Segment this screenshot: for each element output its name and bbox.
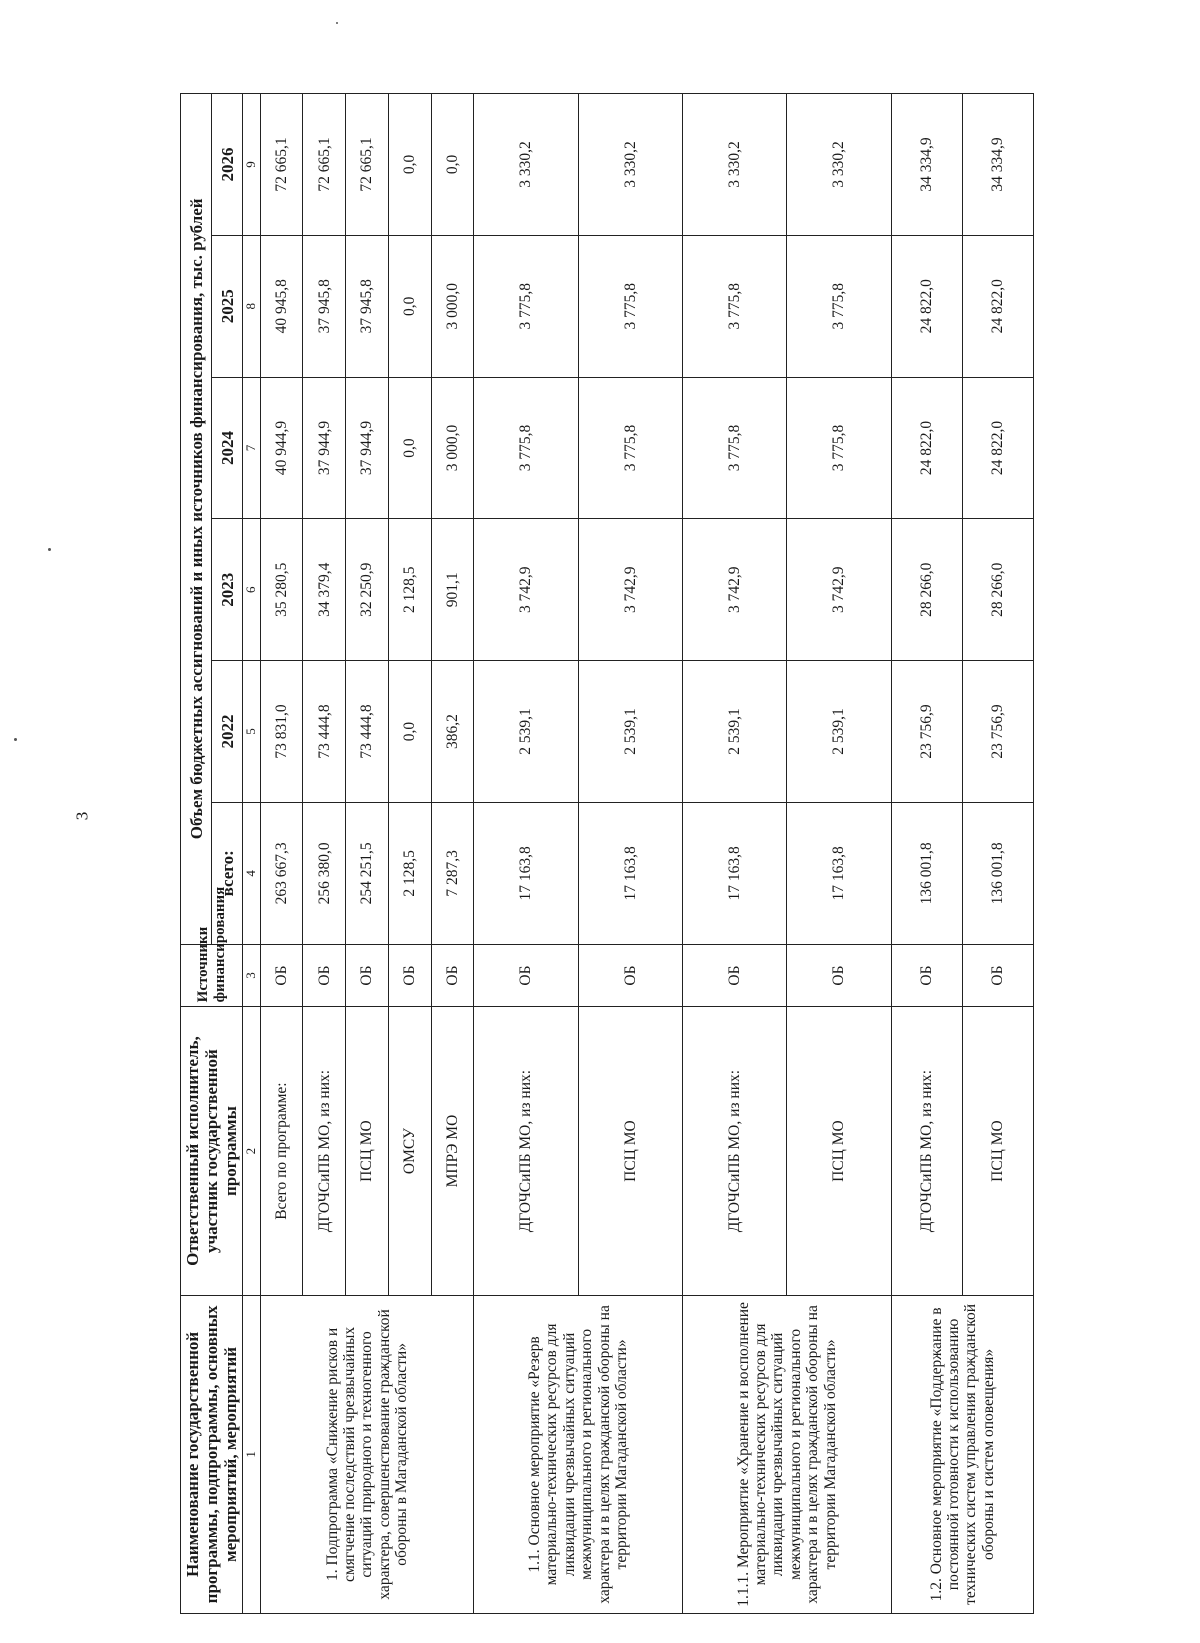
source-cell: ОБ <box>962 944 1033 1007</box>
amount-cell: 3 742,9 <box>578 519 682 661</box>
amount-cell: 17 163,8 <box>787 802 891 944</box>
column-number: 5 <box>243 661 261 803</box>
header-year: 2026 <box>212 94 243 236</box>
column-number-row <box>243 94 261 1614</box>
executor-cell: ПСЦ МО <box>578 1007 682 1296</box>
program-name-cell: 1. Подпрограмма «Снижение рисков и смягчение последствий чрезвычайных ситуаций природного и техногенного характера, совершенствование гражданской обороны в Магаданской области» <box>260 1295 474 1613</box>
rotated-table-container <box>180 93 1020 1614</box>
amount-cell: 24 822,0 <box>891 235 962 377</box>
executor-cell: ДГОЧСиПБ МО, из них: <box>474 1007 578 1296</box>
scan-speck <box>14 738 17 741</box>
amount-cell: 7 287,3 <box>431 802 474 944</box>
executor-cell: Всего по программе: <box>260 1007 303 1296</box>
header-year: 2024 <box>212 377 243 519</box>
amount-cell: 256 380,0 <box>303 802 346 944</box>
amount-cell: 34 334,9 <box>891 94 962 236</box>
table-row <box>682 94 786 1614</box>
amount-cell: 3 000,0 <box>431 377 474 519</box>
header-year: всего: <box>212 802 243 944</box>
column-number: 3 <box>243 944 261 1007</box>
amount-cell: 40 944,9 <box>260 377 303 519</box>
amount-cell: 0,0 <box>388 377 431 519</box>
table-row <box>260 94 303 1614</box>
source-cell: ОБ <box>787 944 891 1007</box>
amount-cell: 37 944,9 <box>346 377 389 519</box>
amount-cell: 72 665,1 <box>303 94 346 236</box>
amount-cell: 40 945,8 <box>260 235 303 377</box>
amount-cell: 3 775,8 <box>578 377 682 519</box>
source-cell: ОБ <box>682 944 786 1007</box>
header-executor: Ответственный исполнитель, участник государственной программы <box>181 1007 243 1296</box>
amount-cell: 2 539,1 <box>578 661 682 803</box>
amount-cell: 3 330,2 <box>578 94 682 236</box>
amount-cell: 3 000,0 <box>431 235 474 377</box>
header-volume: Объем бюджетных ассигнований и иных источников финансирования, тыс. рублей <box>181 94 212 945</box>
amount-cell: 2 539,1 <box>682 661 786 803</box>
source-cell: ОБ <box>260 944 303 1007</box>
source-cell: ОБ <box>388 944 431 1007</box>
program-name-cell: 1.1.1. Мероприятие «Хранение и восполнение материально-технических ресурсов для ликвидации чрезвычайных ситуаций межмуниципального и регионального характера и в целях гражданской обороны на территории Магаданской области» <box>682 1295 891 1613</box>
amount-cell: 0,0 <box>388 94 431 236</box>
header-year: 2023 <box>212 519 243 661</box>
amount-cell: 0,0 <box>388 235 431 377</box>
amount-cell: 37 944,9 <box>303 377 346 519</box>
amount-cell: 2 128,5 <box>388 519 431 661</box>
executor-cell: ОМСУ <box>388 1007 431 1296</box>
amount-cell: 37 945,8 <box>346 235 389 377</box>
source-cell: ОБ <box>474 944 578 1007</box>
source-cell: ОБ <box>578 944 682 1007</box>
executor-cell: ПСЦ МО <box>346 1007 389 1296</box>
amount-cell: 23 756,9 <box>891 661 962 803</box>
amount-cell: 3 742,9 <box>787 519 891 661</box>
table-body <box>260 94 1033 1614</box>
column-number: 4 <box>243 802 261 944</box>
amount-cell: 73 831,0 <box>260 661 303 803</box>
amount-cell: 3 330,2 <box>787 94 891 236</box>
program-name-cell: 1.1. Основное мероприятие «Резерв материально-технических ресурсов для ликвидации чрезвычайных ситуаций межмуниципального и регионального характера и в целях гражданской обороны на территории Магаданской области» <box>474 1295 683 1613</box>
amount-cell: 3 742,9 <box>474 519 578 661</box>
amount-cell: 386,2 <box>431 661 474 803</box>
header-year: 2025 <box>212 235 243 377</box>
executor-cell: ДГОЧСиПБ МО, из них: <box>682 1007 786 1296</box>
column-number: 1 <box>243 1295 261 1613</box>
scan-speck <box>336 22 338 24</box>
executor-cell: ПСЦ МО <box>787 1007 891 1296</box>
amount-cell: 37 945,8 <box>303 235 346 377</box>
amount-cell: 73 444,8 <box>303 661 346 803</box>
financing-table <box>180 93 1034 1614</box>
amount-cell: 3 742,9 <box>682 519 786 661</box>
amount-cell: 2 128,5 <box>388 802 431 944</box>
page-number: 3 <box>72 811 92 821</box>
column-number: 8 <box>243 235 261 377</box>
column-number: 6 <box>243 519 261 661</box>
amount-cell: 3 775,8 <box>682 235 786 377</box>
executor-cell: ПСЦ МО <box>962 1007 1033 1296</box>
amount-cell: 24 822,0 <box>891 377 962 519</box>
executor-cell: ДГОЧСиПБ МО, из них: <box>303 1007 346 1296</box>
amount-cell: 2 539,1 <box>787 661 891 803</box>
amount-cell: 3 775,8 <box>682 377 786 519</box>
amount-cell: 2 539,1 <box>474 661 578 803</box>
amount-cell: 136 001,8 <box>962 802 1033 944</box>
amount-cell: 34 334,9 <box>962 94 1033 236</box>
amount-cell: 17 163,8 <box>682 802 786 944</box>
amount-cell: 32 250,9 <box>346 519 389 661</box>
amount-cell: 17 163,8 <box>474 802 578 944</box>
column-number: 9 <box>243 94 261 236</box>
amount-cell: 0,0 <box>388 661 431 803</box>
column-number: 2 <box>243 1007 261 1296</box>
source-cell: ОБ <box>346 944 389 1007</box>
executor-cell: МПРЭ МО <box>431 1007 474 1296</box>
amount-cell: 136 001,8 <box>891 802 962 944</box>
amount-cell: 263 667,3 <box>260 802 303 944</box>
amount-cell: 34 379,4 <box>303 519 346 661</box>
amount-cell: 24 822,0 <box>962 235 1033 377</box>
header-year: 2022 <box>212 661 243 803</box>
amount-cell: 35 280,5 <box>260 519 303 661</box>
amount-cell: 3 775,8 <box>474 235 578 377</box>
amount-cell: 3 775,8 <box>578 235 682 377</box>
amount-cell: 23 756,9 <box>962 661 1033 803</box>
amount-cell: 28 266,0 <box>891 519 962 661</box>
amount-cell: 73 444,8 <box>346 661 389 803</box>
header-source: Источники финансирования <box>181 944 243 1007</box>
program-name-cell: 1.2. Основное мероприятие «Поддержание в постоянной готовности к использованию технических систем управления гражданской обороны и систем оповещения» <box>891 1295 1033 1613</box>
amount-cell: 17 163,8 <box>578 802 682 944</box>
source-cell: ОБ <box>891 944 962 1007</box>
table-row <box>891 94 962 1614</box>
amount-cell: 0,0 <box>431 94 474 236</box>
amount-cell: 901,1 <box>431 519 474 661</box>
column-number: 7 <box>243 377 261 519</box>
header-row <box>181 94 212 1614</box>
amount-cell: 3 775,8 <box>474 377 578 519</box>
amount-cell: 3 330,2 <box>474 94 578 236</box>
amount-cell: 72 665,1 <box>346 94 389 236</box>
source-cell: ОБ <box>431 944 474 1007</box>
amount-cell: 28 266,0 <box>962 519 1033 661</box>
scan-speck <box>48 548 51 551</box>
table-row <box>474 94 578 1614</box>
amount-cell: 3 330,2 <box>682 94 786 236</box>
amount-cell: 3 775,8 <box>787 377 891 519</box>
amount-cell: 3 775,8 <box>787 235 891 377</box>
amount-cell: 72 665,1 <box>260 94 303 236</box>
amount-cell: 254 251,5 <box>346 802 389 944</box>
header-name: Наименование государственной программы, подпрограммы, основных мероприятий, мероприятий <box>181 1295 243 1613</box>
executor-cell: ДГОЧСиПБ МО, из них: <box>891 1007 962 1296</box>
amount-cell: 24 822,0 <box>962 377 1033 519</box>
source-cell: ОБ <box>303 944 346 1007</box>
